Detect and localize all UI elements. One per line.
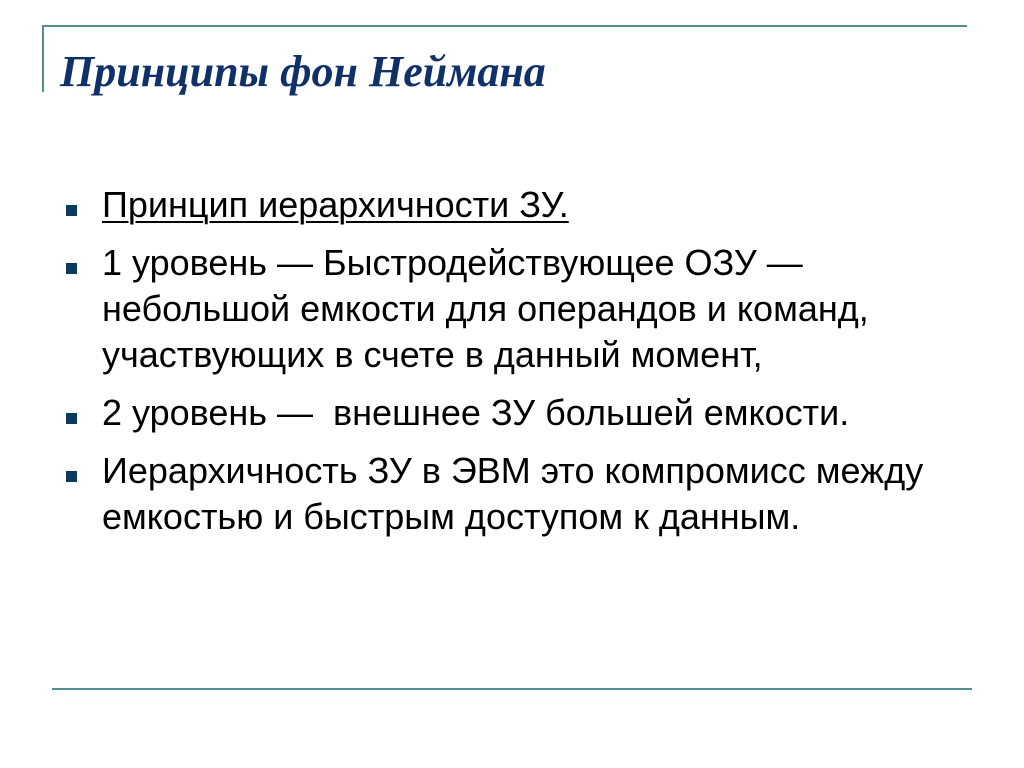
bottom-divider-line xyxy=(52,688,972,690)
bullet-item xyxy=(64,448,964,540)
square-bullet-icon xyxy=(66,471,77,482)
bullet-item xyxy=(64,390,964,436)
square-bullet-icon xyxy=(66,413,77,424)
bullet-list xyxy=(64,182,964,552)
square-bullet-icon xyxy=(66,263,77,274)
bullet-text: Иерархичность ЗУ в ЭВМ это компромисс между емкостью и быстрым доступом к данным. xyxy=(102,450,924,537)
bullet-text: 1 уровень — Быстродействующее ОЗУ — небольшой емкости для операндов и команд, участвующих в счете в данный момент, xyxy=(102,242,869,375)
bullet-item xyxy=(64,182,964,228)
top-divider-line xyxy=(42,25,967,27)
bullet-text: Принцип иерархичности ЗУ. xyxy=(102,184,569,225)
bullet-text: 2 уровень — внешнее ЗУ большей емкости. xyxy=(102,392,850,433)
square-bullet-icon xyxy=(66,205,77,216)
bullet-item xyxy=(64,240,964,378)
left-accent-line xyxy=(42,25,44,92)
slide-title: Принципы фон Неймана xyxy=(60,47,546,96)
